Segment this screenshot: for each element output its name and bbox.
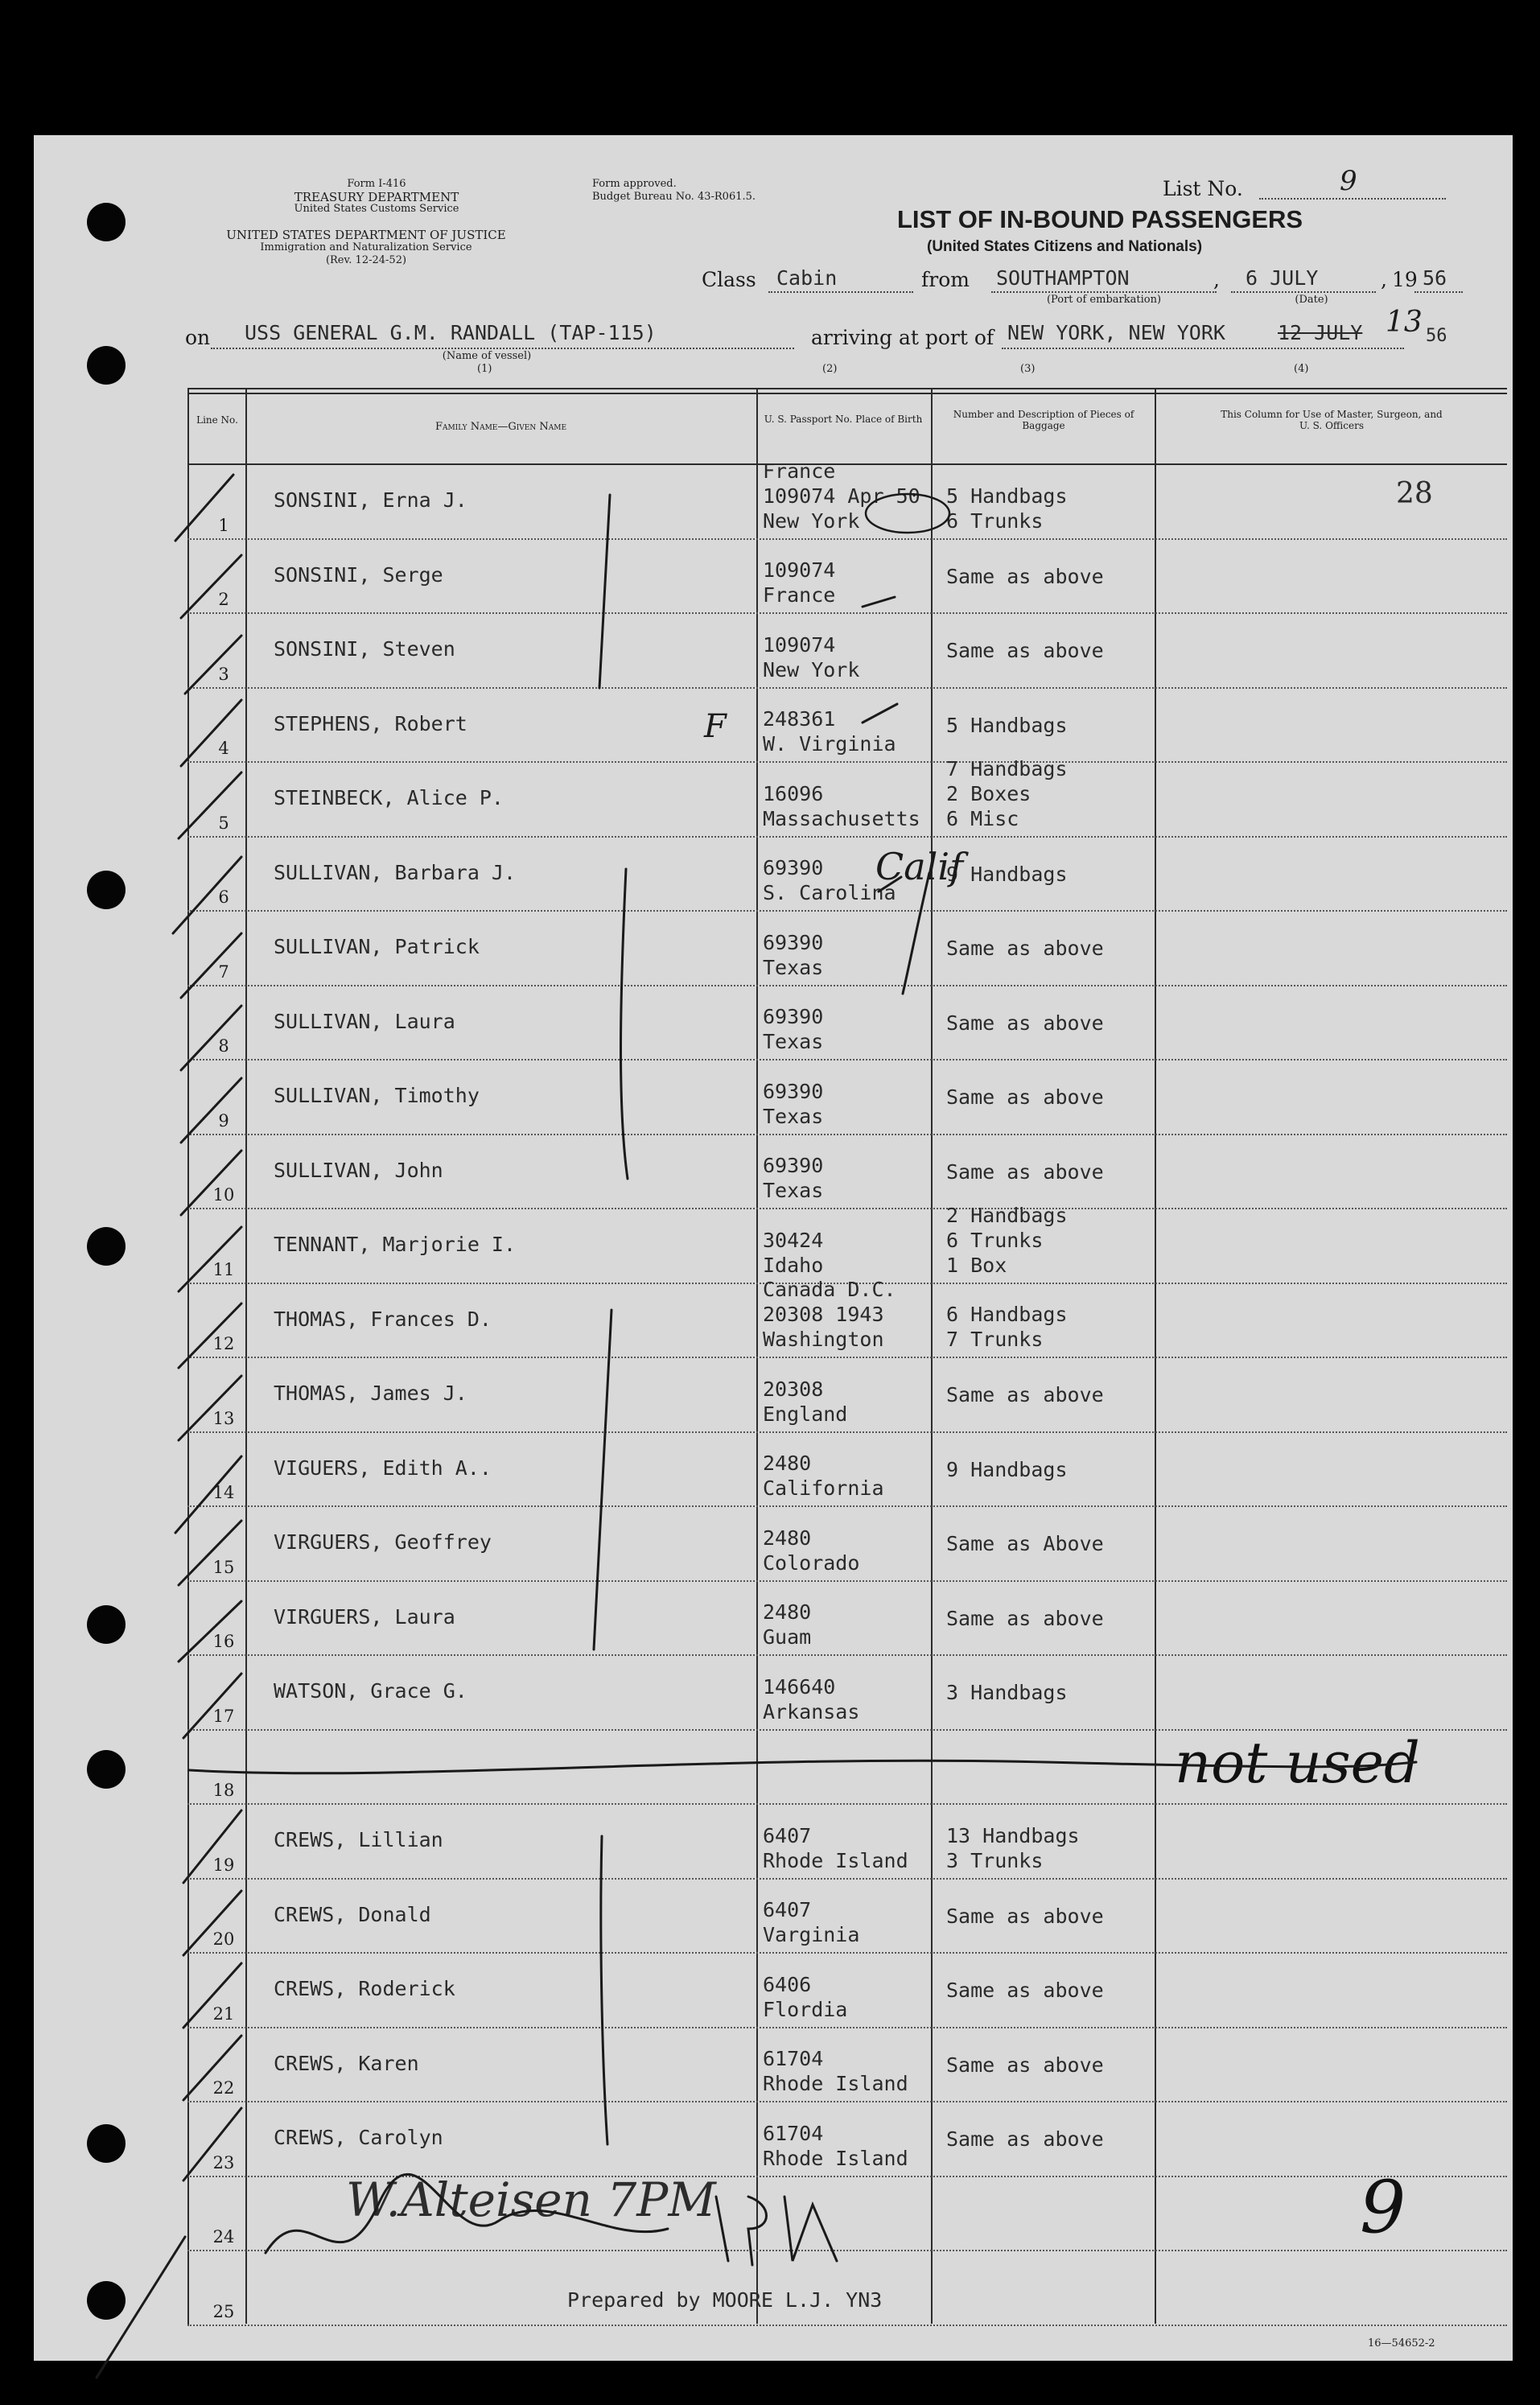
check-mark (175, 475, 233, 541)
baggage-description: 9 Handbags (946, 862, 1068, 886)
baggage-description: Same as Above (946, 1532, 1104, 1555)
passenger-name: STEINBECK, Alice P. (274, 786, 504, 809)
form-approved: Form approved. (592, 178, 677, 190)
passport-birthplace: 69390 Texas (763, 930, 824, 979)
check-mark (183, 1963, 241, 2028)
passport-birthplace: 30424 Idaho (763, 1228, 824, 1277)
line-number: 10 (212, 1185, 235, 1205)
baggage-description: Same as above (946, 2127, 1104, 2151)
baggage-description: Same as above (946, 937, 1104, 960)
line-number: 21 (212, 2003, 235, 2024)
year-suffix: 56 (1423, 266, 1447, 290)
check-mark (183, 2036, 241, 2100)
passenger-name: SONSINI, Serge (274, 562, 443, 587)
check-mark (179, 1601, 241, 1662)
line-number: 11 (212, 1259, 235, 1279)
passport-birthplace: 16096 Massachusetts (763, 781, 920, 830)
check-mark (185, 636, 241, 694)
vessel-name: USS GENERAL G.M. RANDALL (TAP-115) (245, 321, 657, 344)
line-number: 3 (218, 664, 229, 684)
family-bracket (594, 1310, 611, 1649)
passport-birthplace: 6407 Varginia (763, 1898, 860, 1946)
arrival-date: 12 JULY (1278, 321, 1363, 344)
passenger-name: CREWS, Carolyn (274, 2126, 443, 2149)
ins-service: Immigration and Naturalization Service (260, 241, 472, 253)
line-number: 9 (218, 1110, 229, 1130)
passenger-name: SONSINI, Erna J. (274, 488, 467, 512)
signature-scribble (716, 2197, 837, 2265)
check-mark (183, 1891, 241, 1955)
check-mark (181, 555, 241, 618)
line-number: 24 (212, 2227, 235, 2246)
check-mark (181, 1006, 241, 1070)
list-no-value: 9 (1340, 165, 1357, 197)
line-number: 25 (212, 2301, 235, 2321)
officer-signature: W.Alteisen 7PM (346, 2172, 716, 2227)
date-caption: (Date) (1295, 294, 1328, 306)
justice-dept: UNITED STATES DEPARTMENT OF JUSTICE (226, 228, 506, 242)
customs-service: United States Customs Service (294, 203, 459, 215)
from-label: from (921, 268, 970, 291)
passport-birthplace: 2480 California (763, 1452, 884, 1500)
check-mark (183, 2108, 241, 2181)
line-number: 1 (218, 515, 229, 535)
line-number: 5 (218, 813, 229, 833)
col-marker-2: (2) (822, 363, 838, 375)
f-mark: F (704, 708, 727, 745)
passenger-name: VIGUERS, Edith A.. (274, 1456, 492, 1480)
baggage-description: 7 Handbags 2 Boxes 6 Misc (946, 756, 1068, 830)
passenger-name: SULLIVAN, John (274, 1158, 443, 1182)
calif-handwriting: Calif (875, 845, 964, 888)
baggage-description: Same as above (946, 1606, 1104, 1630)
baggage-description: 6 Handbags 7 Trunks (946, 1303, 1068, 1351)
passport-birthplace: 146640 Arkansas (763, 1674, 860, 1723)
baggage-description: Same as above (946, 1159, 1104, 1184)
check-mark (179, 1303, 241, 1368)
line-number: 14 (212, 1483, 235, 1502)
passenger-name: VIRGUERS, Geoffrey (274, 1530, 492, 1554)
passport-birthplace: 6407 Rhode Island (763, 1823, 908, 1872)
passport-birthplace: 20308 England (763, 1377, 848, 1426)
passport-birthplace: 69390 S. Carolina (763, 856, 896, 904)
arrival-year: 56 (1426, 326, 1447, 346)
form-subtitle: (United States Citizens and Nationals) (927, 238, 1203, 255)
check-mark (181, 1078, 241, 1143)
passport-birthplace: France 109074 Apr 50 New York (763, 459, 920, 533)
passenger-name: CREWS, Lillian (274, 1828, 443, 1851)
header-passport: U. S. Passport No. Place of Birth (764, 414, 923, 425)
passport-birthplace: 248361 W. Virginia (763, 707, 896, 756)
passenger-name: SULLIVAN, Timothy (274, 1084, 480, 1107)
check-mark (179, 772, 241, 838)
row18-strikeout (189, 1761, 1416, 1773)
passenger-name: CREWS, Donald (274, 1902, 431, 1926)
passenger-name: SULLIVAN, Barbara J. (274, 860, 517, 884)
line-number: 19 (212, 1855, 235, 1875)
passenger-name: THOMAS, James J. (274, 1382, 467, 1405)
passport-birthplace: 61704 Rhode Island (763, 2047, 908, 2095)
family-bracket (621, 869, 628, 1179)
passport-birthplace: 6406 Flordia (763, 1972, 848, 2021)
passenger-name: VIRGUERS, Laura (274, 1604, 455, 1629)
year-prefix: 19 (1392, 268, 1418, 291)
baggage-description: Same as above (946, 639, 1104, 662)
family-bracket (599, 495, 610, 688)
baggage-description: 5 Handbags (946, 713, 1068, 737)
port-of-embarkation: SOUTHAMPTON (996, 266, 1130, 290)
passport-birthplace: 109074 New York (763, 632, 860, 682)
officer-note: not used (1175, 1729, 1420, 1796)
baggage-description: Same as above (946, 2053, 1104, 2077)
passenger-name: CREWS, Roderick (274, 1977, 455, 2000)
class-label: Class (702, 268, 756, 291)
check-mark (183, 1810, 241, 1883)
line-number: 12 (212, 1334, 235, 1353)
check-mark (181, 1151, 241, 1215)
check-mark (179, 1521, 241, 1585)
line-number: 8 (218, 1036, 229, 1056)
col-marker-1: (1) (477, 363, 492, 375)
check-mark (863, 704, 897, 723)
baggage-description: Same as above (946, 1011, 1104, 1035)
passport-birthplace: 2480 Guam (763, 1600, 812, 1649)
baggage-description: Same as above (946, 564, 1104, 588)
check-mark (173, 857, 241, 933)
check-mark (863, 597, 895, 607)
line-number: 23 (212, 2152, 235, 2172)
header-baggage: Number and Description of Pieces of Baggage (953, 409, 1134, 431)
line-number: 2 (218, 590, 229, 609)
line-number: 6 (218, 887, 229, 907)
passport-birthplace: Canada D.C. 20308 1943 Washington (763, 1278, 896, 1351)
passenger-name: WATSON, Grace G. (274, 1679, 467, 1703)
calif-tail (903, 873, 929, 994)
check-mark (179, 1227, 241, 1291)
passenger-name: STEPHENS, Robert (274, 711, 467, 735)
arriving-label: arriving at port of (811, 326, 994, 349)
line-number: 22 (212, 2078, 235, 2098)
arrival-date-handwritten: 13 (1386, 306, 1423, 339)
header-line-no: Line No. (196, 414, 238, 426)
passenger-name: SULLIVAN, Patrick (274, 935, 480, 958)
header-name: Family Name—Given Name (434, 421, 567, 433)
form-title: LIST OF IN-BOUND PASSENGERS (897, 205, 1303, 233)
baggage-description: 13 Handbags 3 Trunks (946, 1823, 1080, 1872)
check-mark (181, 933, 241, 998)
line-number: 18 (212, 1781, 235, 1800)
officer-note: 9 (1360, 2164, 1406, 2250)
check-mark (97, 2237, 185, 2378)
header-officers: This Column for Use of Master, Surgeon, and U. S. Officers (1221, 409, 1443, 431)
passport-birthplace: 69390 Texas (763, 1005, 824, 1053)
baggage-description: Same as above (946, 1904, 1104, 1928)
line-number: 13 (212, 1408, 235, 1428)
col-marker-4: (4) (1294, 363, 1309, 375)
baggage-description: 3 Handbags (946, 1681, 1068, 1704)
passport-birthplace: 69390 Texas (763, 1154, 824, 1202)
form-code: 16—54652-2 (1368, 2337, 1435, 2349)
vessel-caption: (Name of vessel) (442, 350, 532, 362)
check-mark (181, 700, 241, 766)
prepared-by: Prepared by MOORE L.J. YN3 (567, 2288, 883, 2312)
class-value: Cabin (776, 266, 838, 290)
passenger-name: SULLIVAN, Laura (274, 1009, 455, 1033)
check-mark (183, 1674, 241, 1738)
arrival-port: NEW YORK, NEW YORK (1007, 321, 1225, 344)
passport-birthplace: 69390 Texas (763, 1079, 824, 1128)
check-mark (175, 1456, 241, 1533)
baggage-description: 5 Handbags 6 Trunks (946, 484, 1068, 533)
embark-date: 6 JULY (1246, 266, 1319, 290)
list-no-label: List No. (1163, 177, 1243, 200)
baggage-description: 9 Handbags (946, 1457, 1068, 1481)
check-mark (179, 1376, 241, 1440)
on-label: on (185, 326, 211, 349)
revision-date: (Rev. 12-24-52) (325, 254, 407, 266)
officer-note: 28 (1396, 477, 1433, 510)
passport-birthplace: 2480 Colorado (763, 1526, 860, 1575)
passenger-name: SONSINI, Steven (274, 637, 455, 661)
passport-birthplace: 109074 France (763, 558, 836, 607)
line-number: 15 (212, 1557, 235, 1577)
passport-birthplace: 61704 Rhode Island (763, 2121, 908, 2170)
passenger-name: THOMAS, Frances D. (274, 1307, 492, 1331)
baggage-description: 2 Handbags 6 Trunks 1 Box (946, 1203, 1068, 1277)
col-marker-3: (3) (1020, 363, 1036, 375)
line-number: 16 (212, 1632, 235, 1651)
baggage-description: Same as above (946, 1979, 1104, 2002)
baggage-description: Same as above (946, 1085, 1104, 1109)
treasury-dept: TREASURY DEPARTMENT (294, 190, 459, 204)
port-embark-caption: (Port of embarkation) (1046, 294, 1162, 306)
budget-bureau: Budget Bureau No. 43-R061.5. (592, 191, 756, 203)
family-bracket (601, 1836, 607, 2144)
passenger-name: TENNANT, Marjorie I. (274, 1233, 517, 1256)
form-number: Form I-416 (347, 178, 406, 190)
line-number: 7 (218, 962, 229, 982)
line-number: 17 (212, 1706, 235, 1726)
date-circle (866, 494, 949, 533)
baggage-description: Same as above (946, 1383, 1104, 1406)
line-number: 20 (212, 1929, 235, 1949)
line-number: 4 (218, 739, 229, 758)
passenger-name: CREWS, Karen (274, 2051, 419, 2075)
